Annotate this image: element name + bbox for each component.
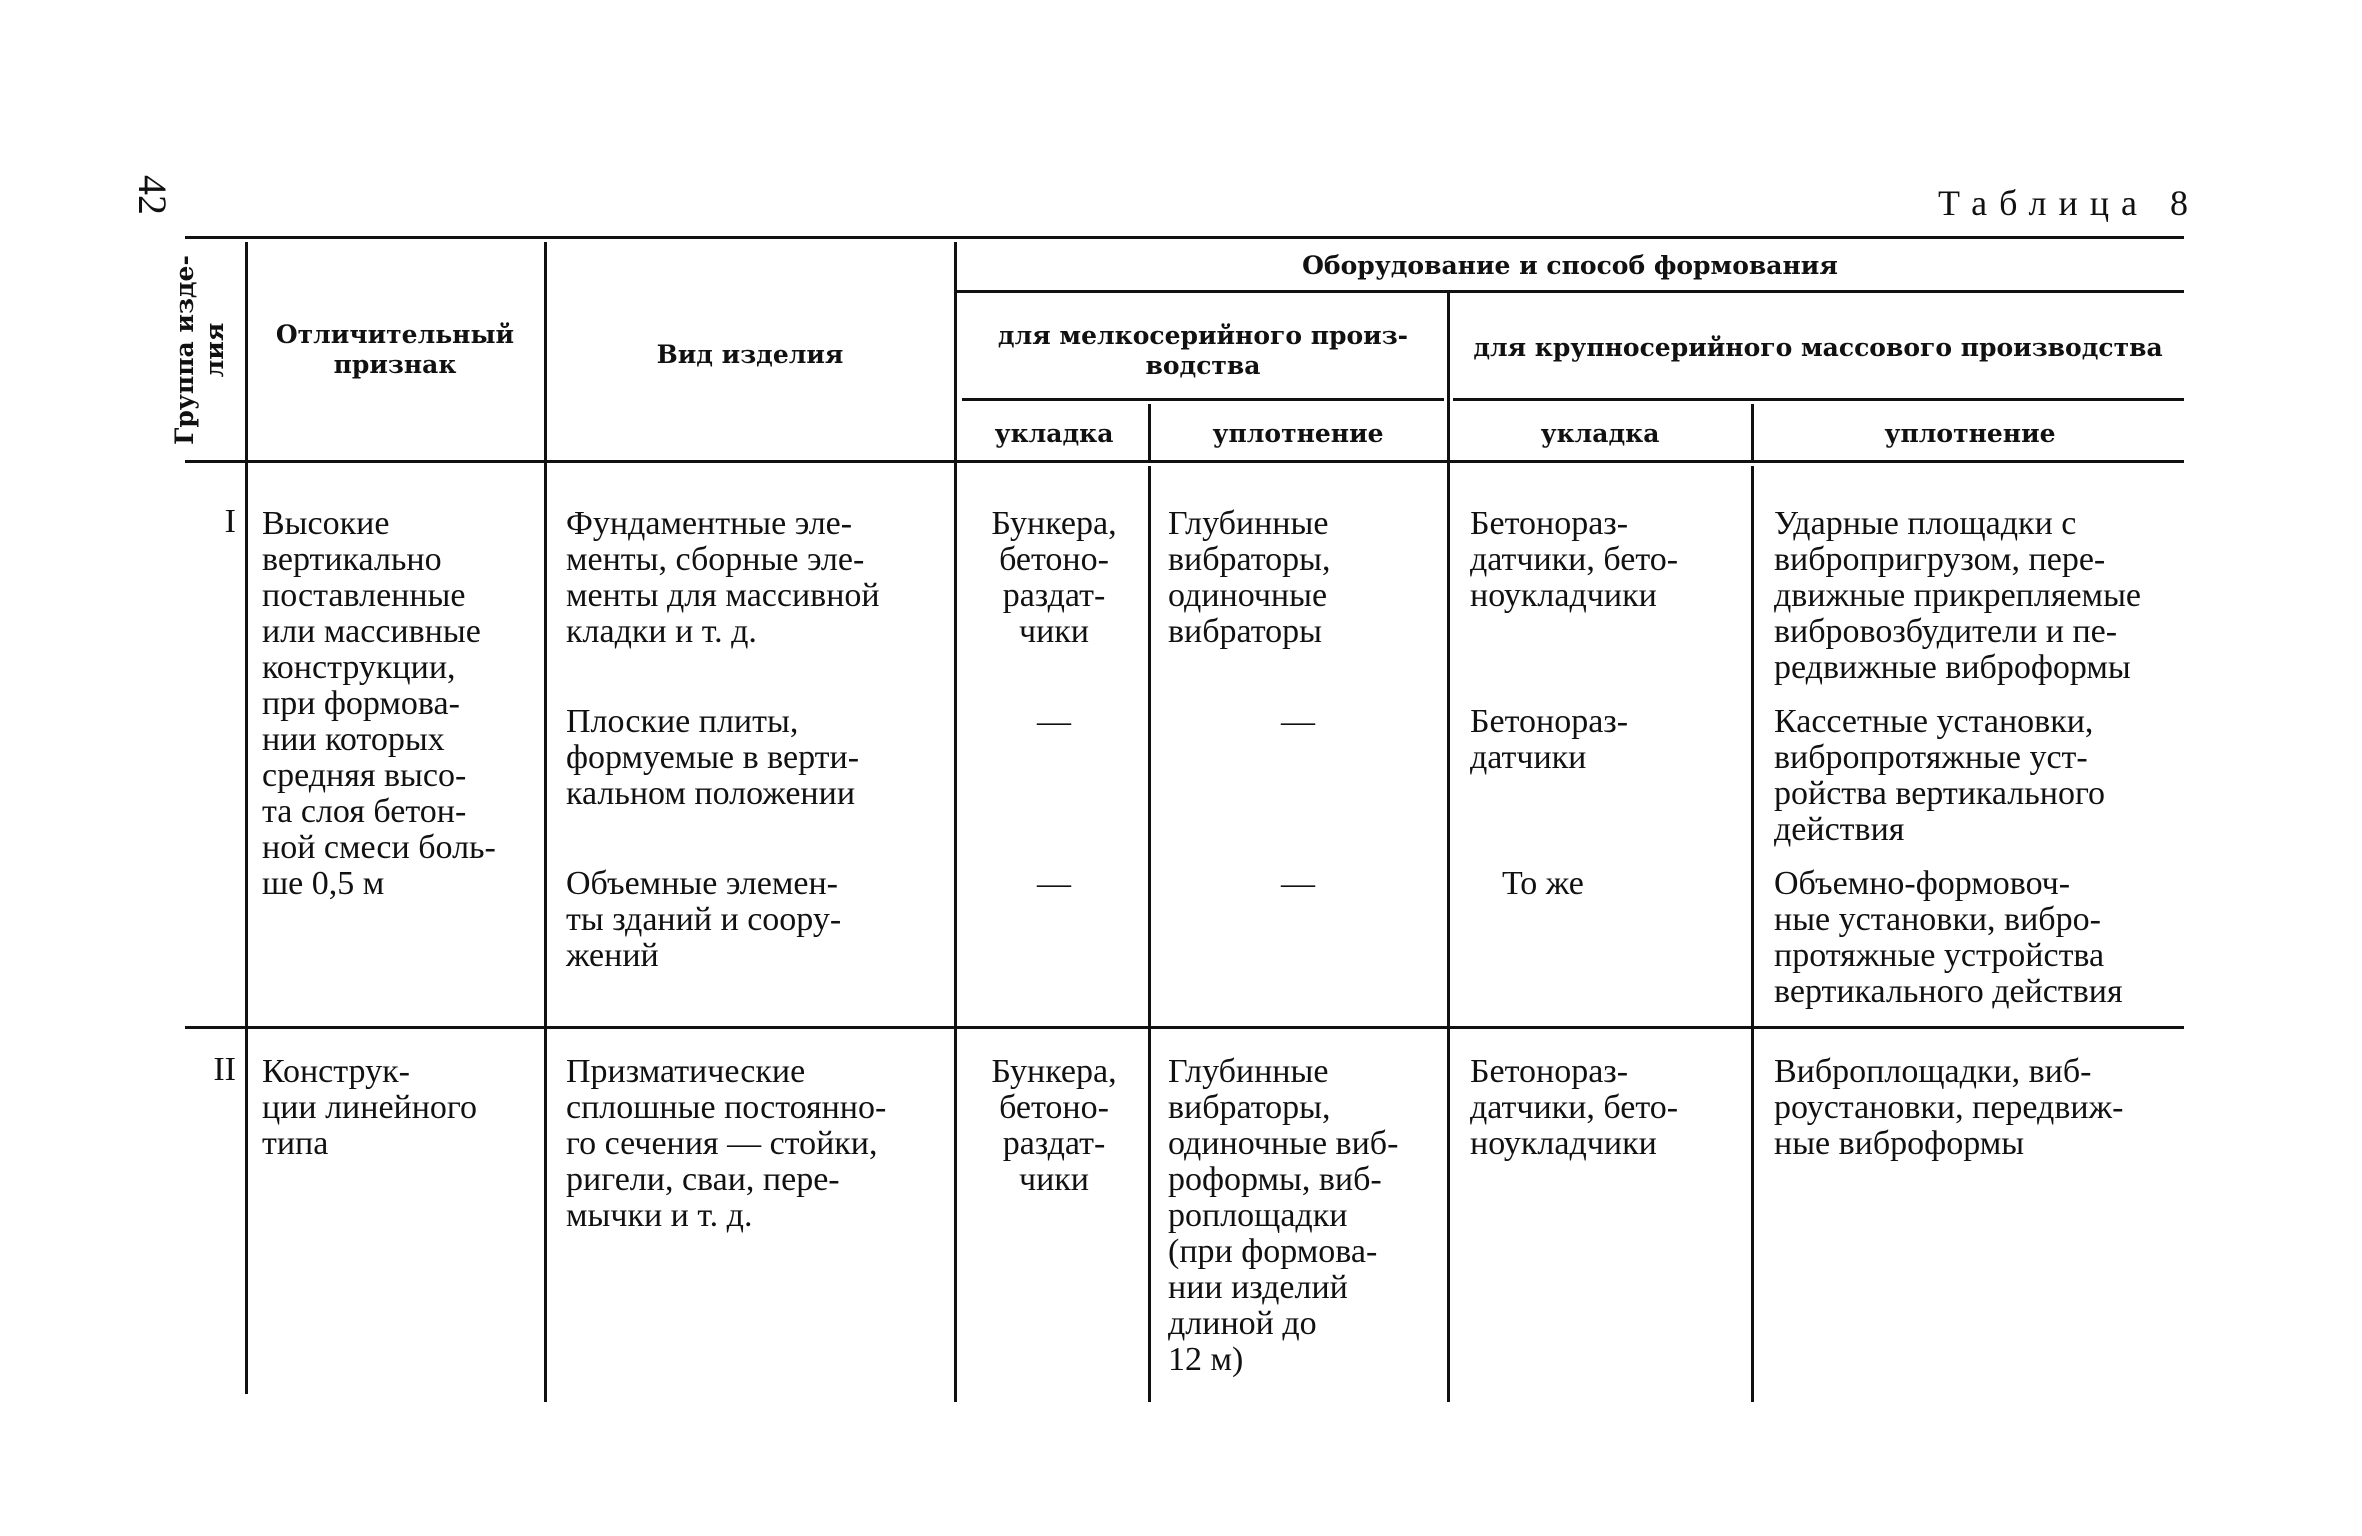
column-rule [1751,404,1754,460]
small-compaction-cell: Глубинные вибраторы, одиночные вибраторы [1168,505,1331,650]
column-rule [954,242,957,1402]
product-cell: Призматические сплошные постоянно- го сечения — стойки, ригели, сваи, пере- мычки и т. д. [566,1053,887,1234]
group-header: Группа изде- лия [170,255,229,445]
large-laying-cell: То же [1502,865,1584,902]
page-number: 42 [130,175,175,215]
small-laying-cell: — [1037,865,1071,902]
header-bottom-rule [185,460,2184,463]
large-compaction-cell: Кассетные установки, вибропротяжные уст- ройства вертикального действия [1774,703,2106,848]
group-divider-rule [185,1026,2184,1029]
equipment-header-rule [957,290,2184,293]
large-series-header: для крупносерийного массового производства [1473,333,2163,362]
column-rule [1148,404,1151,460]
group-numeral: II [213,1051,236,1088]
small-compaction-header: уплотнение [1212,419,1384,448]
column-rule [544,242,547,1402]
small-series-rule [962,398,1444,401]
large-compaction-header: уплотнение [1884,419,2056,448]
column-rule [1751,466,1754,1402]
small-series-header: для мелкосерийного произ- водства [997,321,1409,380]
small-laying-cell: — [1037,703,1071,740]
small-compaction-cell: Глубинные вибраторы, одиночные виб- роформы, виб- роплощадки (при формова- нии изделий длиной до 12 м) [1168,1053,1399,1378]
small-laying-cell: Бункера, бетоно- раздат- чики [991,505,1117,650]
large-laying-cell: Бетонораз- датчики, бето- ноукладчики [1470,1053,1679,1162]
product-header: Вид изделия [656,340,844,369]
large-compaction-cell: Ударные площадки с вибропригрузом, пере- движные прикрепляемые вибровозбудители и пе- редвижные виброформы [1774,505,2142,686]
group-numeral: I [224,503,236,540]
group-feature: Конструк- ции линейного типа [262,1053,478,1162]
large-series-rule [1453,398,2184,401]
small-compaction-cell: — [1281,865,1315,902]
large-compaction-cell: Объемно-формовоч- ные установки, вибро- протяжные устройства вертикального действия [1774,865,2123,1010]
table-top-rule [185,236,2184,239]
product-cell: Объемные элемен- ты зданий и соору- жений [566,865,842,974]
product-cell: Фундаментные эле- менты, сборные эле- менты для массивной кладки и т. д. [566,505,880,650]
small-compaction-cell: — [1281,703,1315,740]
column-rule [245,242,248,1394]
column-rule [1148,466,1151,1402]
large-laying-cell: Бетонораз- датчики, бето- ноукладчики [1470,505,1679,614]
table-title: Таблица 8 [1938,183,2200,223]
large-laying-header: укладка [1540,419,1660,448]
small-laying-header: укладка [994,419,1114,448]
large-laying-cell: Бетонораз- датчики [1470,703,1629,776]
large-compaction-cell: Виброплощадки, виб- роустановки, передвиж- ные виброформы [1774,1053,2124,1162]
feature-header: Отличительный признак [275,320,515,379]
equipment-header: Оборудование и способ формования [1302,251,1838,280]
column-rule [1447,292,1450,1402]
group-feature: Высокие вертикально поставленные или массивные конструкции, при формова- нии которых средняя высо- та слоя бетон- ной смеси боль- ше 0,5 м [262,505,496,902]
product-cell: Плоские плиты, формуемые в верти- кальном положении [566,703,860,812]
small-laying-cell: Бункера, бетоно- раздат- чики [991,1053,1117,1198]
